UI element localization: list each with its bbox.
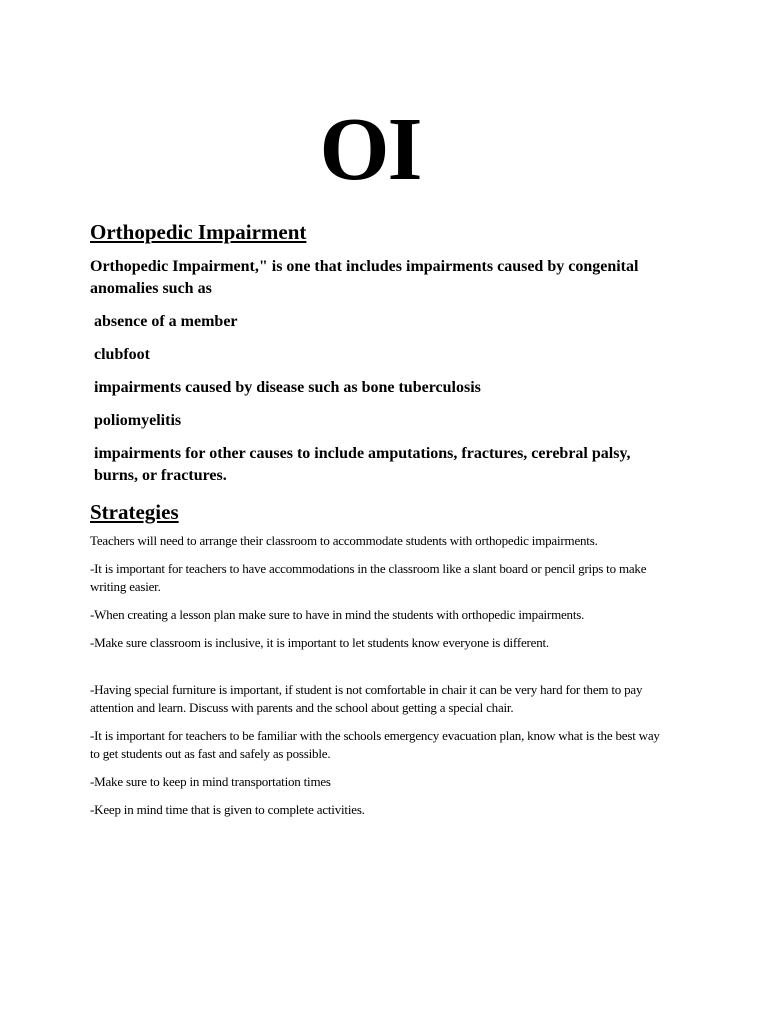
section-heading-orthopedic-impairment: Orthopedic Impairment <box>90 220 307 244</box>
intro-paragraph: Orthopedic Impairment," is one that includes impairments caused by congenital anomalies such as <box>90 258 639 297</box>
section-heading-strategies: Strategies <box>90 500 179 524</box>
list-item: clubfoot <box>94 346 150 363</box>
list-item: impairments caused by disease such as bone tuberculosis <box>94 379 481 396</box>
list-item: poliomyelitis <box>94 412 182 429</box>
strategy-paragraph: -Keep in mind time that is given to complete activities. <box>90 802 365 817</box>
list-item: impairments for other causes to include amputations, fractures, cerebral palsy, burns, or fractures. <box>94 445 631 484</box>
strategy-paragraph: -When creating a lesson plan make sure to have in mind the students with orthopedic impairments. <box>90 607 585 622</box>
strategy-paragraph: -Make sure classroom is inclusive, it is important to let students know everyone is different. <box>90 635 549 650</box>
list-item: absence of a member <box>94 313 238 330</box>
strategy-paragraph: Teachers will need to arrange their classroom to accommodate students with orthopedic impairments. <box>90 533 598 548</box>
blank-line <box>90 662 670 681</box>
strategy-paragraph: -Make sure to keep in mind transportation times <box>90 774 331 789</box>
strategy-paragraph: -Having special furniture is important, if student is not comfortable in chair it can be very hard for them to pay attention and learn. Discuss with parents and the school about getting a special chair. <box>90 682 643 715</box>
strategy-paragraph: -It is important for teachers to be familiar with the schools emergency evacuation plan, know what is the best way to get students out as fast and safely as possible. <box>90 728 660 761</box>
strategy-paragraph: -It is important for teachers to have accommodations in the classroom like a slant board or pencil grips to make writing easier. <box>90 561 647 594</box>
document-body <box>90 219 670 829</box>
document-title: OI <box>319 100 421 199</box>
